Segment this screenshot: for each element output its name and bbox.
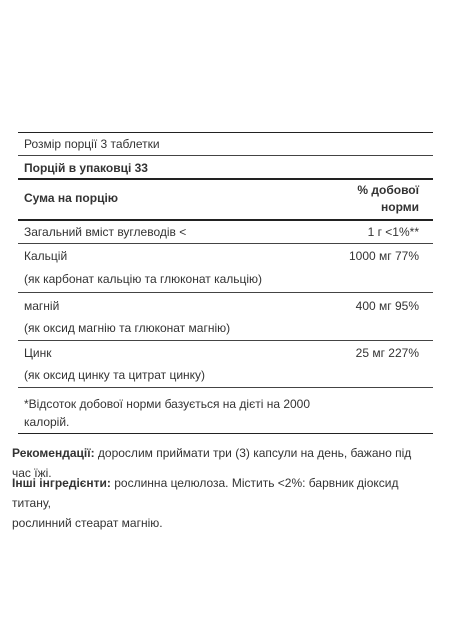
nutrient-row-magnesium	[18, 293, 433, 341]
footnote-line1: *Відсоток добової норми базується на дієті на 2000	[24, 397, 311, 411]
amount-per-serving-label: Сума на порцію	[24, 191, 119, 205]
facts-header-row	[18, 180, 433, 221]
serving-size-row	[18, 133, 433, 156]
nutrient-amount: 25 мг 227%	[355, 346, 419, 360]
recommendations-text: дорослим приймати три (3) капсули на день, бажано під час їжі.	[12, 446, 412, 480]
supplement-facts-panel	[18, 132, 433, 434]
nutrient-row-calcium	[18, 244, 433, 293]
daily-value-label-line1: % добової	[357, 183, 419, 197]
servings-per-container: Порцій в упаковці 33	[24, 161, 148, 175]
nutrient-source: (як оксид цинку та цитрат цинку)	[24, 368, 206, 382]
nutrient-row-zinc	[18, 341, 433, 388]
nutrient-source: (як карбонат кальцію та глюконат кальцію)	[24, 272, 263, 286]
nutrient-name: магній	[24, 299, 60, 313]
other-ingredients-label: Інші інгредієнти:	[12, 476, 111, 490]
serving-size: Розмір порції 3 таблетки	[24, 137, 160, 151]
nutrient-amount: 1 г <1%**	[367, 225, 419, 239]
nutrient-name: Загальний вміст вуглеводів <	[24, 225, 187, 239]
footnote-line2: калорій.	[24, 415, 70, 429]
nutrient-amount: 1000 мг 77%	[348, 249, 419, 263]
other-ingredients-paragraph	[12, 473, 432, 533]
nutrient-amount: 400 мг 95%	[355, 299, 419, 313]
nutrient-name: Цинк	[24, 346, 52, 360]
other-ingredients-text-line2: рослинний стеарат магнію.	[12, 516, 163, 530]
daily-value-footnote	[18, 388, 433, 433]
servings-per-container-row	[18, 156, 433, 180]
recommendations-label: Рекомендації:	[12, 446, 95, 460]
daily-value-label	[357, 182, 419, 216]
nutrient-name: Кальцій	[24, 249, 68, 263]
nutrient-row-carbs	[18, 221, 433, 244]
other-ingredients-text-line1: рослинна целюлоза. Містить <2%: барвник діоксид титану,	[12, 476, 399, 510]
daily-value-label-line2: норми	[380, 200, 419, 214]
nutrient-source: (як оксид магнію та глюконат магнію)	[24, 321, 231, 335]
